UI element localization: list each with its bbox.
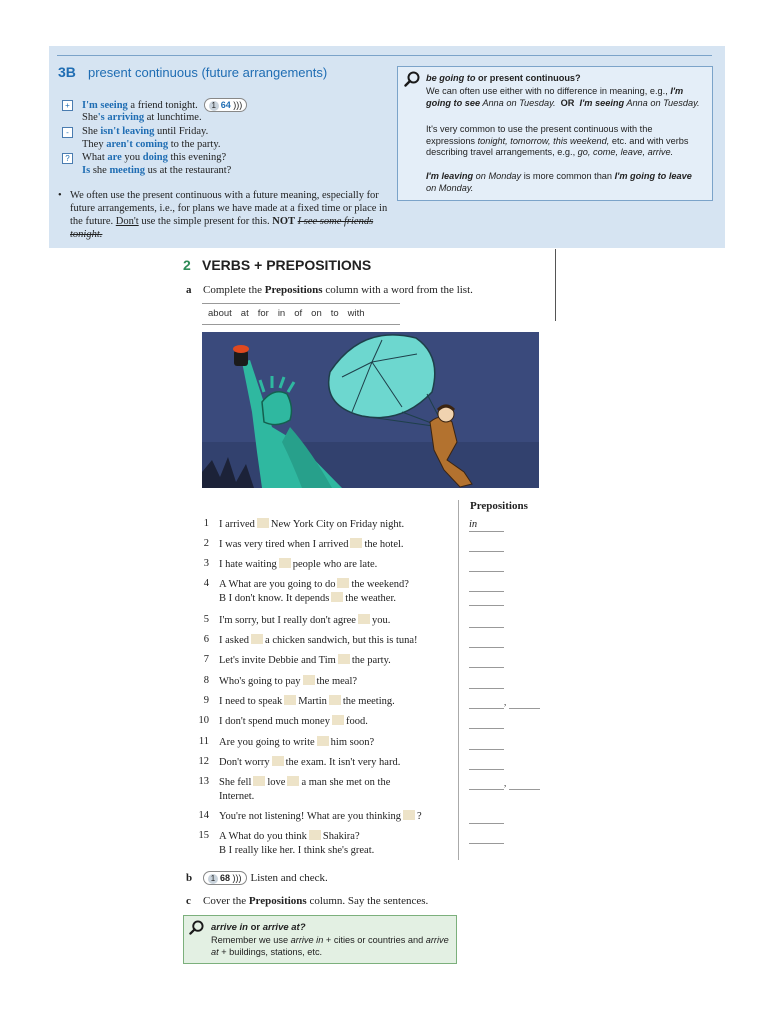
part-b-instruction: 1 68 ))) Listen and check. <box>203 871 328 885</box>
answer-gap[interactable] <box>358 614 370 624</box>
column-rule <box>555 249 556 321</box>
item-number: 3 <box>203 558 209 569</box>
example-sentence: I'm seeing a friend tonight. 1 64 ))) <box>82 98 247 112</box>
answer-line[interactable] <box>469 696 507 709</box>
tip-paragraph-1: We can often use either with no difference in meaning, e.g., I'm going to see Anna on Tuesday. OR I'm seeing Anna on Tuesday. <box>426 86 700 108</box>
dont-text: Don't <box>115 216 139 227</box>
answer-gap[interactable] <box>257 518 269 528</box>
answer-gap[interactable] <box>279 558 291 568</box>
example-sentence: She isn't leaving until Friday. <box>82 126 209 137</box>
item-sentence: I don't spend much money food. <box>219 716 368 727</box>
example-sentence: They aren't coming to the party. <box>82 139 221 150</box>
item-number: 13 <box>198 776 209 787</box>
statue-of-liberty-parachute-illustration <box>202 332 539 488</box>
item-sentence: Who's going to pay the meal? <box>219 676 358 687</box>
rule-tail: use the simple present for this. <box>138 216 270 227</box>
answer-gap[interactable] <box>317 736 329 746</box>
tip-paragraph-2: It's very common to use the present continuous with the expressions tonight, tomorrow, this weekend, etc. and with verbs describing travel arrangements, e.g., go, come, leave, arrive. <box>426 124 689 157</box>
answer-line[interactable] <box>469 676 504 689</box>
answer-gap[interactable] <box>337 578 349 588</box>
word-list <box>202 303 400 325</box>
item-number: 9 <box>203 695 209 706</box>
item-number: 5 <box>203 614 209 625</box>
answer-gap[interactable] <box>338 654 350 664</box>
bullet-icon: • <box>58 190 62 201</box>
item-sentence: A What do you think Shakira? <box>219 831 360 842</box>
answer-line[interactable] <box>469 811 504 824</box>
item-sentence: Don't worry the exam. It isn't very hard. <box>219 757 401 768</box>
item-sentence: A What are you going to do the weekend? <box>219 579 409 590</box>
word-list-item: with <box>347 308 365 319</box>
magnifier-icon <box>189 920 204 935</box>
item-number: 7 <box>203 654 209 665</box>
answer-line[interactable] <box>509 696 540 709</box>
section-heading: VERBS + PREPOSITIONS <box>202 257 372 273</box>
part-a-label: a <box>186 284 192 296</box>
not-label: NOT <box>272 216 296 227</box>
answer-gap[interactable] <box>350 538 362 548</box>
answer-gap[interactable] <box>287 776 299 786</box>
answer-line[interactable] <box>469 737 504 750</box>
tip-heading: arrive in or arrive at? <box>211 922 306 933</box>
item-sentence: Are you going to write him soon? <box>219 737 375 748</box>
item-number: 1 <box>203 518 209 529</box>
word-list-item: in <box>277 308 286 319</box>
word-list-item: at <box>240 308 249 319</box>
magnifier-icon <box>404 71 420 87</box>
answer-gap[interactable] <box>331 592 343 602</box>
answer-line[interactable] <box>469 539 504 552</box>
answer-line[interactable] <box>469 777 507 790</box>
speaker-icon: ))) <box>230 100 243 110</box>
item-number: 10 <box>198 715 209 726</box>
item-number: 4 <box>203 578 209 589</box>
comma: , <box>504 778 507 788</box>
audio-badge[interactable]: 1 68 ))) <box>203 871 247 885</box>
word-list-item: about <box>208 308 232 319</box>
answer-gap[interactable] <box>309 830 321 840</box>
word-list-item: to <box>330 308 339 319</box>
speaker-icon: ))) <box>232 873 242 883</box>
answer-gap[interactable] <box>272 756 284 766</box>
word-list-item: on <box>311 308 322 319</box>
answer-line[interactable] <box>469 716 504 729</box>
item-sentence: She fell love a man she met on the <box>219 777 391 788</box>
prepositions-column-header: Prepositions <box>470 500 528 512</box>
item-sentence-line2: Internet. <box>219 791 255 802</box>
example-sentence: She's arriving at lunchtime. <box>82 112 202 123</box>
item-sentence: I asked a chicken sandwich, but this is tuna! <box>219 635 418 646</box>
item-sentence: I was very tired when I arrived the hotel. <box>219 539 404 550</box>
example-symbol: ? <box>62 153 73 164</box>
item-sentence: I arrived New York City on Friday night. <box>219 519 405 530</box>
divider <box>57 55 712 56</box>
answer-line[interactable] <box>469 635 504 648</box>
tip-text: Remember we use arrive in + cities or countries and arrive at + buildings, stations, etc. <box>211 935 449 957</box>
audio-badge[interactable]: 1 64 ))) <box>204 98 248 112</box>
arrive-tip-box <box>183 915 457 964</box>
answer-gap[interactable] <box>284 695 296 705</box>
answer-line[interactable] <box>469 593 504 606</box>
section-code: 3B <box>58 64 76 80</box>
answer-gap[interactable] <box>303 675 315 685</box>
item-number: 15 <box>198 830 209 841</box>
item-sentence: I need to speak Martin the meeting. <box>219 696 395 707</box>
answer-line[interactable] <box>509 777 540 790</box>
example-sentence: Is she meeting us at the restaurant? <box>82 165 232 176</box>
answer-gap[interactable] <box>253 776 265 786</box>
answer-line[interactable] <box>469 655 504 668</box>
item-number: 6 <box>203 634 209 645</box>
item-number: 14 <box>198 810 209 821</box>
answer-line[interactable] <box>469 615 504 628</box>
grammar-rule <box>58 189 393 241</box>
item-number: 11 <box>198 736 209 747</box>
word-list-item: of <box>294 308 303 319</box>
item-number: 8 <box>203 675 209 686</box>
item-sentence: I'm sorry, but I really don't agree you. <box>219 615 391 626</box>
answer-line[interactable] <box>469 757 504 770</box>
item-number: 12 <box>198 756 209 767</box>
answer-gap[interactable] <box>329 695 341 705</box>
part-c-label: c <box>186 895 191 907</box>
tip-heading: be going to or present continuous? <box>426 73 581 83</box>
answer-line[interactable] <box>469 579 504 592</box>
item-number: 2 <box>203 538 209 549</box>
section-title: present continuous (future arrangements) <box>88 65 328 80</box>
wrong-example: I see some friends tonight. <box>70 216 374 240</box>
answer-line[interactable] <box>469 831 504 844</box>
item-sentence: Let's invite Debbie and Tim the party. <box>219 655 391 666</box>
tip-box <box>397 66 713 201</box>
answer-gap[interactable] <box>403 810 415 820</box>
item-sentence-line2: B I don't know. It depends the weather. <box>219 593 397 604</box>
example-sentence: What are you doing this evening? <box>82 152 227 163</box>
example-symbol: + <box>62 100 73 111</box>
tip-paragraph-3: I'm leaving on Monday is more common than I'm going to leave on Monday. <box>426 171 692 193</box>
answer-gap[interactable] <box>332 715 344 725</box>
word-list-item: for <box>257 308 269 319</box>
item-sentence-line2: B I really like her. I think she's great. <box>219 845 375 856</box>
part-b-label: b <box>186 872 193 884</box>
rule-text: We often use the present continuous with a future meaning, especially for future arrangements, i.e., for plans we have made at a fixed time or place in the future. <box>70 190 388 227</box>
part-c-instruction: Cover the Prepositions column. Say the sentences. <box>203 895 429 907</box>
answer-gap[interactable] <box>251 634 263 644</box>
answer-line[interactable]: in <box>469 519 504 532</box>
section-number: 2 <box>183 257 191 273</box>
example-symbol: - <box>62 127 73 138</box>
column-rule <box>458 500 459 860</box>
part-a-instruction: Complete the Prepositions column with a word from the list. <box>203 284 473 296</box>
comma: , <box>504 697 507 707</box>
answer-line[interactable] <box>469 559 504 572</box>
item-sentence: You're not listening! What are you thinking ? <box>219 811 422 822</box>
item-sentence: I hate waiting people who are late. <box>219 559 378 570</box>
